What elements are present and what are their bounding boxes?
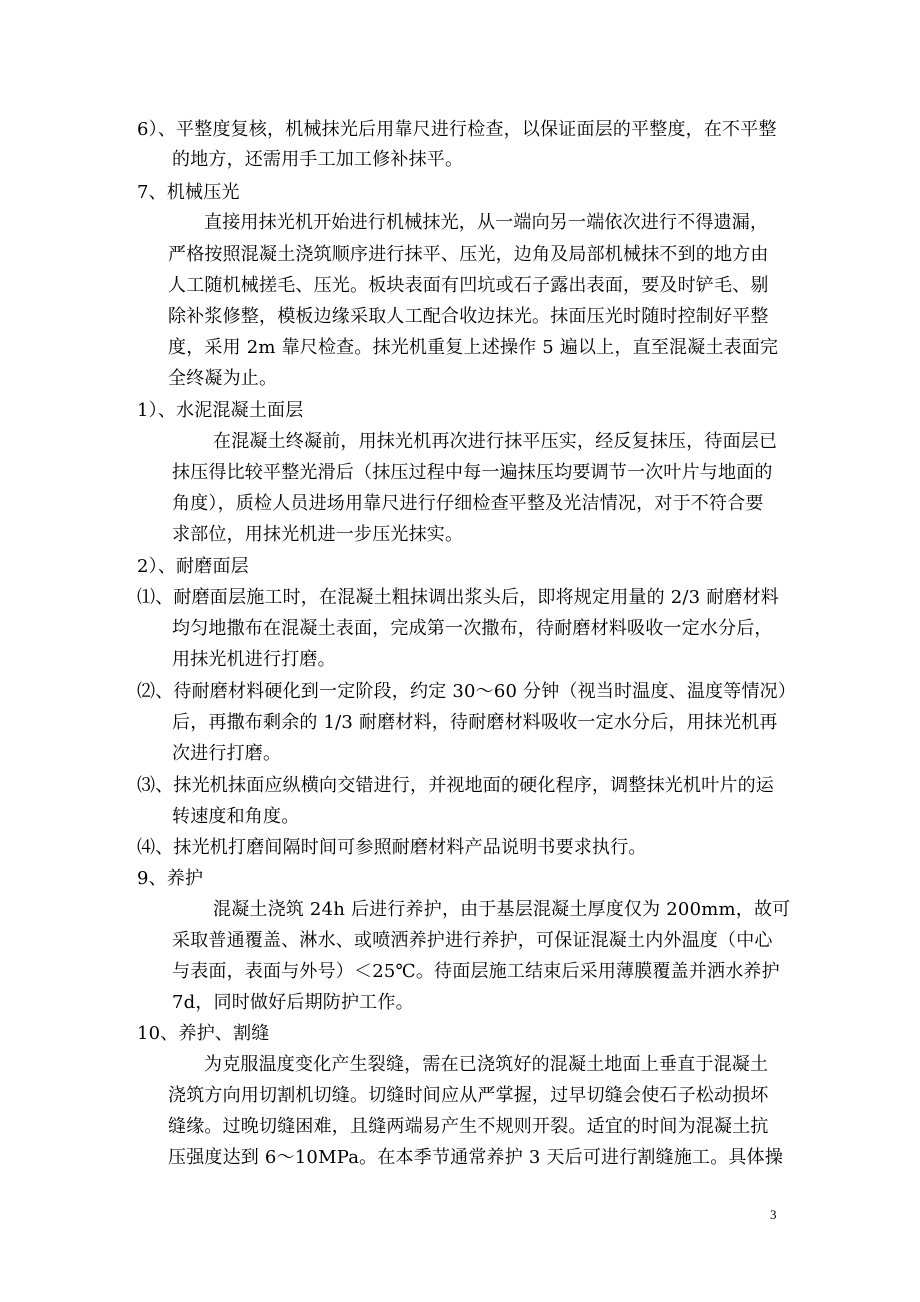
text-line: 为克服温度变化产生裂缝，需在已浇筑好的混凝土地面上垂直于混凝土 — [204, 1054, 769, 1075]
text-line: 除补浆修整，模板边缘采取人工配合收边抹光。抹面压光时随时控制好平整 — [168, 306, 769, 327]
section-heading: 9、养护 — [137, 868, 204, 889]
list-item: ⑷、抹光机打磨间隔时间可参照耐磨材料产品说明书要求执行。 — [137, 837, 647, 858]
text-line: 均匀地撒布在混凝土表面，完成第一次撒布，待耐磨材料吸收一定水分后， — [172, 618, 773, 639]
text-line: 直接用抹光机开始进行机械抹光，从一端向另一端依次进行不得遗漏， — [204, 212, 769, 233]
text-line: 抹压得比较平整光滑后（抹压过程中每一遍抹压均要调节一次叶片与地面的 — [172, 462, 773, 483]
text-line: 浇筑方向用切割机切缝。切缝时间应从严掌握，过早切缝会使石子松动损坏 — [168, 1085, 769, 1106]
list-item: ⑵、待耐磨材料硬化到一定阶段，约定 30～60 分钟（视当时温度、温度等情况） — [137, 681, 797, 702]
text-line: 人工随机械搓毛、压光。板块表面有凹坑或石子露出表面，要及时铲毛、剔 — [168, 275, 769, 296]
text-line: 转速度和角度。 — [172, 806, 300, 827]
text-line: 全终凝为止。 — [168, 368, 278, 389]
text-line: 6）、平整度复核，机械抹光后用靠尺进行检查，以保证面层的平整度，在不平整 — [137, 119, 777, 140]
section-heading: 1）、水泥混凝土面层 — [137, 400, 304, 421]
text-line: 与表面，表面与外号）＜25℃。待面层施工结束后采用薄膜覆盖并洒水养护 — [172, 961, 780, 982]
section-heading: 2）、耐磨面层 — [137, 556, 249, 577]
text-line: 混凝土浇筑 24h 后进行养护，由于基层混凝土厚度仅为 200mm，故可 — [213, 899, 791, 920]
section-heading: 10、养护、割缝 — [137, 1023, 270, 1044]
text-line: 求部位，用抹光机进一步压光抹实。 — [172, 524, 464, 545]
page-number: 3 — [770, 1207, 777, 1222]
text-line: 压强度达到 6～10MPa。在本季节通常养护 3 天后可进行割缝施工。具体操 — [168, 1147, 784, 1168]
text-line: 严格按照混凝土浇筑顺序进行抹平、压光，边角及局部机械抹不到的地方由 — [168, 244, 769, 265]
text-line: 在混凝土终凝前，用抹光机再次进行抹平压实，经反复抹压，待面层已 — [213, 431, 778, 452]
section-heading: 7、机械压光 — [137, 182, 240, 203]
text-line: 角度），质检人员进场用靠尺进行仔细检查平整及光洁情况，对于不符合要 — [172, 493, 764, 514]
list-item: ⑶、抹光机抹面应纵横向交错进行，并视地面的硬化程序，调整抹光机叶片的运 — [137, 775, 774, 796]
text-line: 次进行打磨。 — [172, 743, 282, 764]
text-line: 7d，同时做好后期防护工作。 — [172, 992, 414, 1013]
text-line: 采取普通覆盖、淋水、或喷洒养护进行养护，可保证混凝土内外温度（中心 — [172, 930, 773, 951]
text-line: 缝缘。过晚切缝困难，且缝两端易产生不规则开裂。适宜的时间为混凝土抗 — [168, 1116, 769, 1137]
text-line: 用抹光机进行打磨。 — [172, 649, 336, 670]
list-item: ⑴、耐磨面层施工时，在混凝土粗抹调出浆头后，即将规定用量的 2/3 耐磨材料 — [137, 587, 780, 608]
text-line: 的地方，还需用手工加工修补抹平。 — [172, 149, 464, 170]
text-line: 度，采用 2m 靠尺检查。抹光机重复上述操作 5 遍以上，直至混凝土表面完 — [168, 337, 779, 358]
text-line: 后，再撒布剩余的 1/3 耐磨材料，待耐磨材料吸收一定水分后，用抹光机再 — [172, 712, 778, 733]
